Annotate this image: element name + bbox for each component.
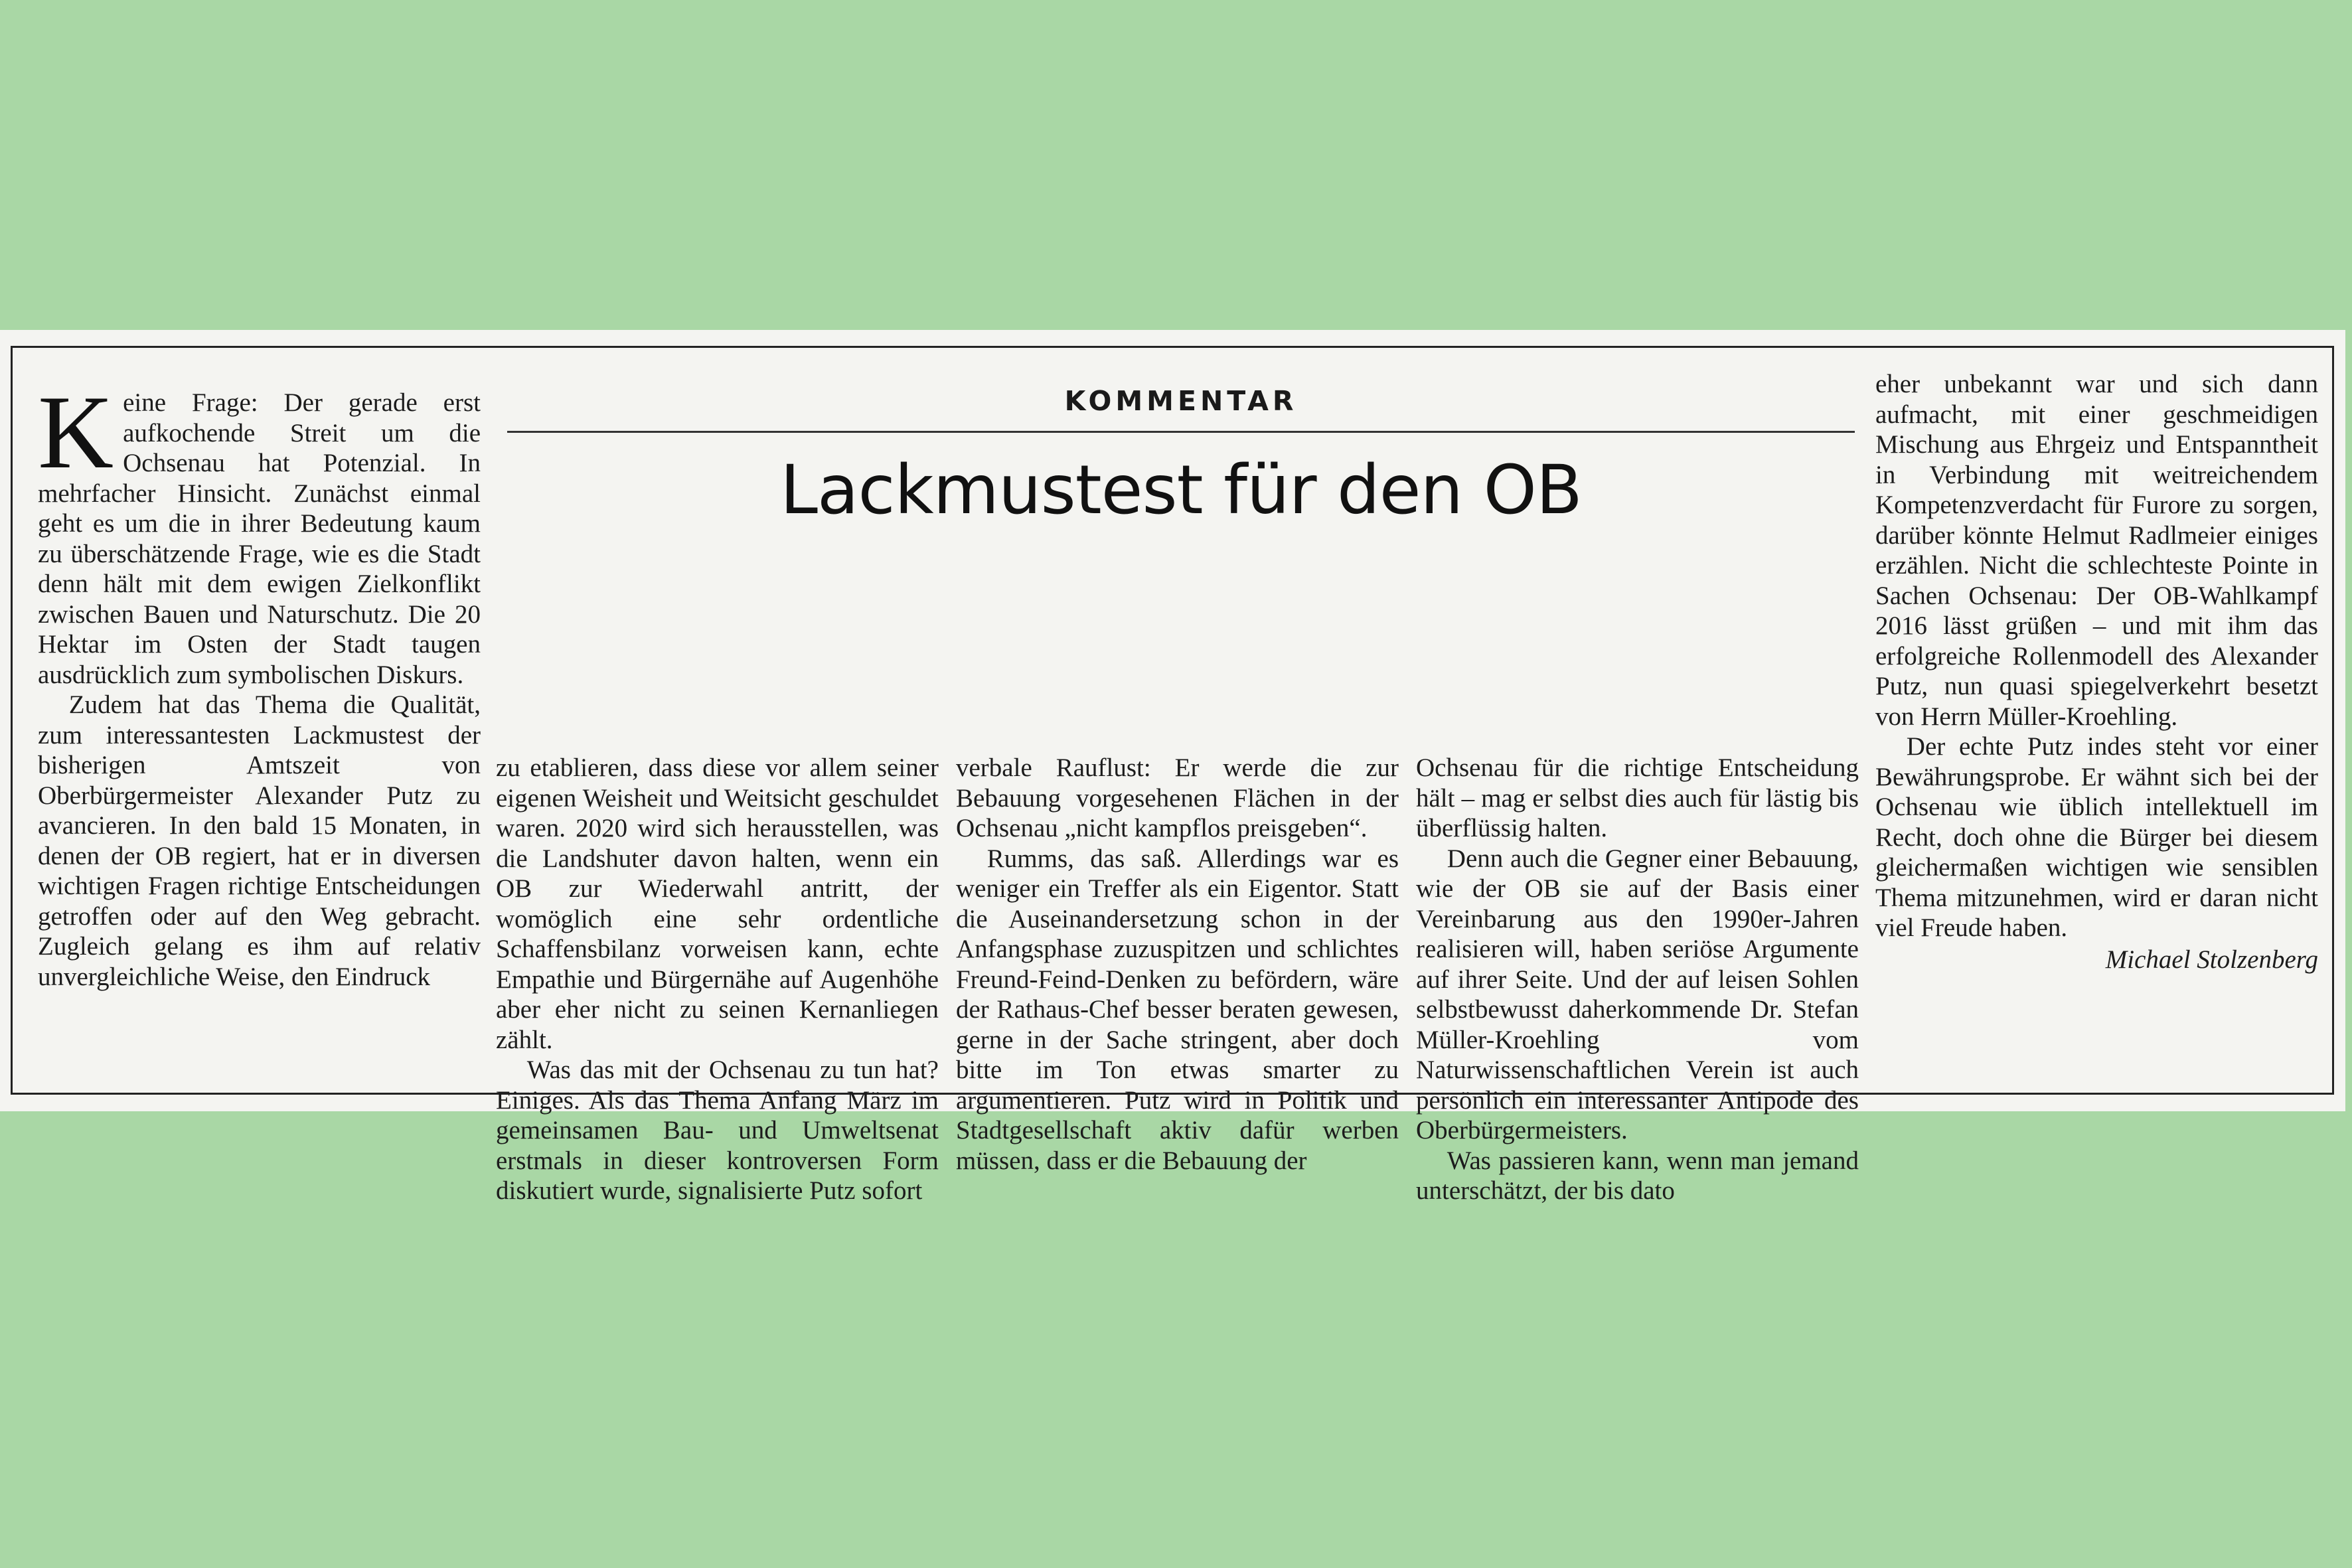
paragraph: Zudem hat das Thema die Qualität, zum interessantesten Lackmustest der bisherigen Amtszeit von Oberbürgermeister Alexander Putz zu avancieren. In den bald 15 Monaten, in denen der OB regiert, hat er in diversen wichtigen Fragen richtige Entscheidungen getroffen oder auf den Weg gebracht. Zugleich gelang es ihm auf relativ unvergleichliche Weise, den Eindruck bbox=[38, 690, 481, 991]
article-frame bbox=[11, 346, 2334, 1205]
article-column-1 bbox=[38, 374, 481, 992]
paragraph: eine Frage: Der gerade erst aufkochende Streit um die Ochsenau hat Potenzial. In mehrfacher Hinsicht. Zunächst einmal geht es um die in ihrer Bedeutung kaum zu überschätzende Frage, wie es die Stadt denn hält mit dem ewigen Zielkonflikt zwischen Bauen und Naturschutz. Die 20 Hektar im Osten der Stadt taugen ausdrücklich zum symbolischen Diskurs. bbox=[38, 388, 481, 689]
paragraph: eher unbekannt war und sich dann aufmacht, mit einer geschmeidigen Mischung aus Ehrgeiz und Entspanntheit in Verbindung mit weitreichendem Kompetenzverdacht für Furore zu sorgen, darüber könnte Helmut Radlmeier einiges erzählen. Nicht die schlechteste Pointe in Sachen Ochsenau: Der OB-Wahlkampf 2016 lässt grüßen – und mit ihm das erfolgreiche Rollenmodell des Alexander Putz, nun quasi spiegelverkehrt besetzt von Herrn Müller-Kroehling. bbox=[1875, 370, 2318, 731]
article-column-3 bbox=[956, 753, 1399, 1176]
drop-cap: K bbox=[38, 374, 114, 491]
paragraph: Der echte Putz indes steht vor einer Bewährungsprobe. Er wähnt sich bei der Ochsenau wie üblich intellektuell im Recht, doch ohne die Bürger bei diesem gleichermaßen wichtigen wie sensiblen Thema mitzunehmen, wird er daran nicht viel Freude haben. bbox=[1875, 732, 2318, 942]
author-byline: Michael Stolzenberg bbox=[2105, 945, 2318, 974]
kicker-label: KOMMENTAR bbox=[1064, 385, 1298, 417]
paragraph: Ochsenau für die richtige Entscheidung hält – mag er selbst dies auch für lästig bis überflüssig halten. bbox=[1416, 753, 1859, 842]
paragraph: verbale Rauflust: Er werde die zur Bebauung vorgesehenen Flächen in der Ochsenau „nicht kampflos preisgeben“. bbox=[956, 753, 1399, 842]
divider bbox=[507, 431, 1855, 433]
article-column-5 bbox=[1875, 369, 2318, 975]
paragraph: Denn auch die Gegner einer Bebauung, wie der OB sie auf der Basis einer Vereinbarung aus den 1990er-Jahren realisieren will, haben seriöse Argumente auf ihrer Seite. Und der auf leisen Sohlen selbstbewusst daherkommende Dr. Stefan Müller-Kroehling vom Naturwissenschaftlichen Verein ist auch persönlich ein interessanter Antipode des Oberbürgermeisters. bbox=[1416, 844, 1859, 1144]
newspaper-clipping bbox=[0, 330, 2345, 1205]
article-column-4 bbox=[1416, 753, 1859, 1206]
paragraph: zu etablieren, dass diese vor allem seiner eigenen Weisheit und Weitsicht geschuldet waren. 2020 wird sich herausstellen, was die Landshuter davon halten, wenn ein OB zur Wiederwahl antritt, der womöglich eine sehr ordentliche Schaffensbilanz vorweisen kann, echte Empathie und Bürgernähe auf Augenhöhe aber eher nicht zu seinen Kernanliegen zählt. bbox=[496, 753, 939, 1054]
paragraph: Was passieren kann, wenn man jemand unterschätzt, der bis dato bbox=[1416, 1146, 1859, 1205]
headline: Lackmustest für den OB bbox=[780, 451, 1582, 530]
article-column-2 bbox=[496, 753, 939, 1206]
paragraph: Rumms, das saß. Allerdings war es weniger ein Treffer als ein Eigentor. Statt die Auseinandersetzung schon in der Anfangsphase zuzuspitzen und schlichtes Freund-Feind-Denken zu befördern, wäre der Rathaus-Chef besser beraten gewesen, gerne in der Sache stringent, aber doch bitte im Ton etwas smarter zu argumentieren. Putz wird in Politik und Stadtgesellschaft aktiv dafür werben müssen, dass er die Bebauung der bbox=[956, 844, 1399, 1175]
paragraph: Was das mit der Ochsenau zu tun hat? Einiges. Als das Thema Anfang März im gemeinsamen Bau- und Umweltsenat erstmals in dieser kontroversen Form diskutiert wurde, signalisierte Putz sofort bbox=[496, 1056, 939, 1205]
